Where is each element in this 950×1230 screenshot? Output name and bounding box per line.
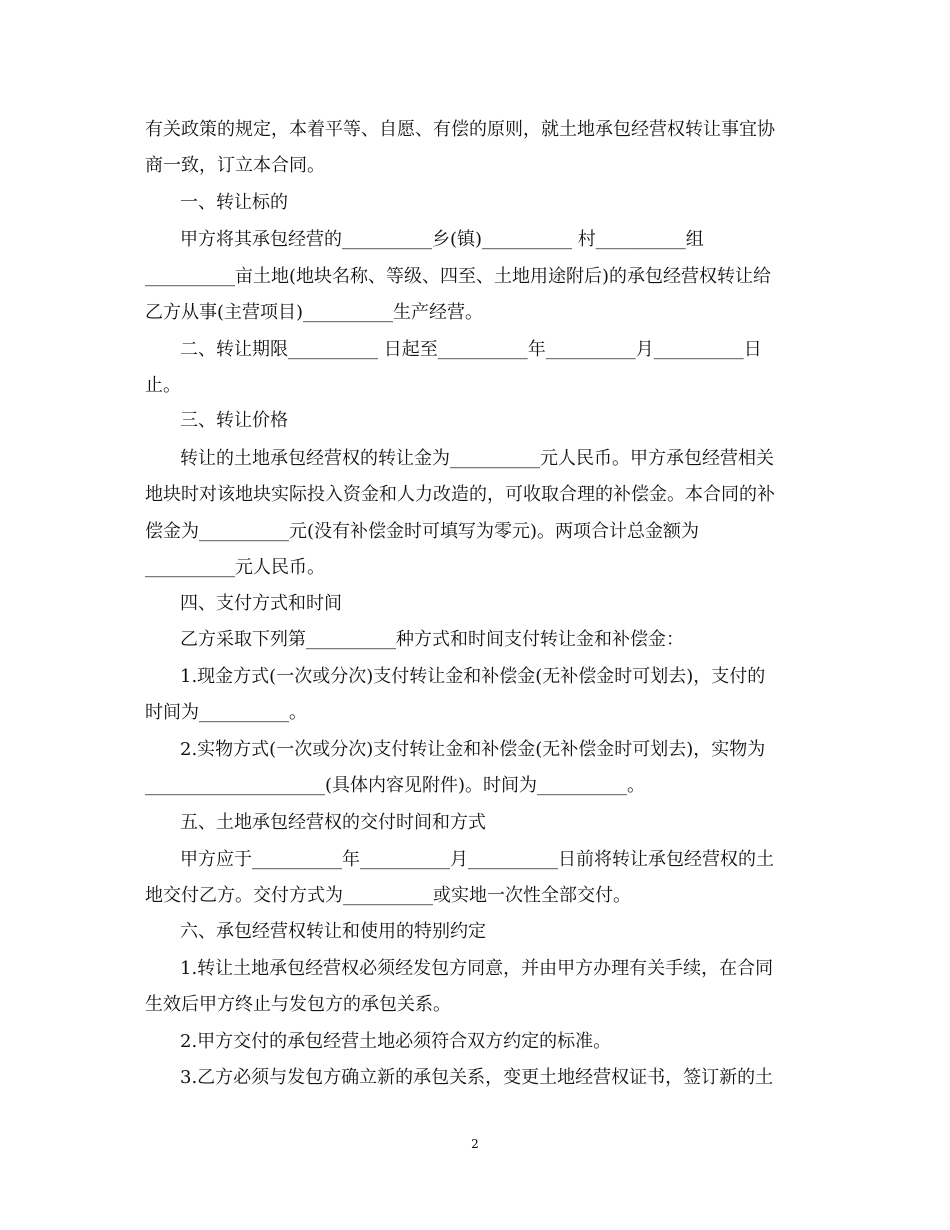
body-text-line: 甲方应于__________年__________月__________日前将转让承包经营权的土	[180, 849, 774, 870]
body-text-line: 3.乙方必须与发包方确立新的承包关系，变更土地经营权证书，签订新的土	[180, 1067, 774, 1088]
section-heading: 六、承包经营权转让和使用的特别约定	[180, 921, 486, 942]
body-text-line: 1.转让土地承包经营权必须经发包方同意，并由甲方办理有关手续，在合同	[180, 958, 774, 979]
body-text-line: 转让的土地承包经营权的转让金为__________元人民币。甲方承包经营相关	[180, 448, 774, 469]
body-text-line: ____________________(具体内容见附件)。时间为__________。	[145, 775, 646, 796]
body-text-line: 商一致，订立本合同。	[145, 155, 325, 176]
section-heading: 五、土地承包经营权的交付时间和方式	[180, 812, 486, 833]
body-text-line: 地交付乙方。交付方式为__________或实地一次性全部交付。	[145, 885, 631, 906]
section-heading: 三、转让价格	[180, 410, 288, 431]
body-text-line: 乙方从事(主营项目)__________生产经营。	[145, 302, 484, 323]
body-text-line: 止。	[145, 375, 181, 396]
body-text-line: 时间为__________。	[145, 702, 307, 723]
body-text-line: 有关政策的规定，本着平等、自愿、有偿的原则，就土地承包经营权转让事宜协	[145, 119, 775, 140]
section-heading: 二、转让期限__________ 日起至__________年__________月__________日	[180, 339, 762, 360]
body-text-line: 乙方采取下列第__________种方式和时间支付转让金和补偿金：	[180, 629, 684, 650]
body-text-line: 生效后甲方终止与发包方的承包关系。	[145, 994, 451, 1015]
body-text-line: 地块时对该地块实际投入资金和人力改造的，可收取合理的补偿金。本合同的补	[145, 484, 775, 505]
body-text-line: 2.实物方式(一次或分次)支付转让金和补偿金(无补偿金时可划去)，实物为	[180, 739, 766, 760]
body-text-line: 偿金为__________元(没有补偿金时可填写为零元)。两项合计总金额为	[145, 521, 700, 542]
body-text-line: 甲方将其承包经营的__________乡(镇)__________ 村__________组	[180, 229, 704, 250]
section-heading: 一、转让标的	[180, 192, 288, 213]
body-text-line: 1.现金方式(一次或分次)支付转让金和补偿金(无补偿金时可划去)，支付的	[180, 666, 766, 687]
body-text-line: 2.甲方交付的承包经营土地必须符合双方约定的标准。	[180, 1031, 612, 1052]
section-heading: 四、支付方式和时间	[180, 593, 342, 614]
page-number: 2	[471, 1137, 479, 1151]
body-text-line: __________亩土地(地块名称、等级、四至、土地用途附后)的承包经营权转让给	[145, 266, 772, 287]
body-text-line: __________元人民币。	[145, 557, 325, 578]
